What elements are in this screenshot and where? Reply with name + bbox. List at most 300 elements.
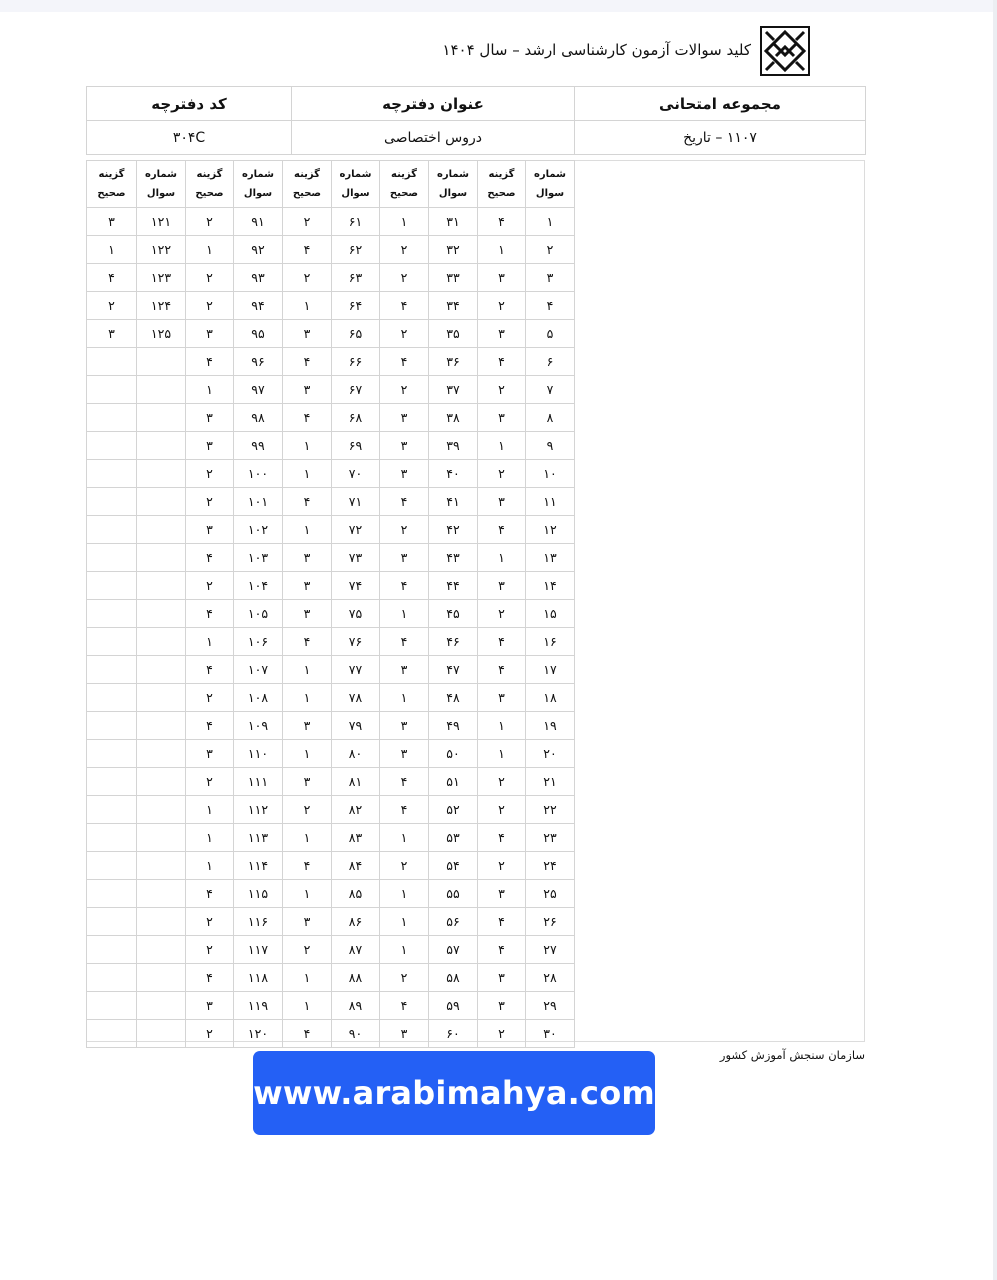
correct-option-cell: ۴: [186, 712, 234, 740]
table-row: [87, 768, 575, 796]
exam-group-value: ۱۱۰۷ – تاریخ: [575, 121, 866, 155]
correct-option-cell: ۲: [380, 852, 429, 880]
correct-option-cell: ۲: [283, 796, 332, 824]
correct-option-cell: ۴: [380, 348, 429, 376]
question-number-cell: ۴۷: [429, 656, 478, 684]
correct-option-cell: ۳: [186, 432, 234, 460]
page-title: کلید سوالات آزمون کارشناسی ارشد – سال ۱۴۰۴: [442, 41, 751, 59]
correct-option-cell: [87, 796, 137, 824]
question-number-cell: ۱۶: [526, 628, 575, 656]
correct-option-cell: [87, 712, 137, 740]
correct-option-cell: ۳: [186, 740, 234, 768]
correct-option-cell: ۳: [186, 516, 234, 544]
correct-option-cell: ۱: [478, 544, 526, 572]
correct-option-cell: ۱: [283, 824, 332, 852]
correct-option-cell: ۳: [478, 488, 526, 516]
correct-option-cell: ۳: [478, 320, 526, 348]
question-number-cell: ۶۲: [332, 236, 380, 264]
correct-option-cell: ۴: [380, 572, 429, 600]
correct-option-cell: ۱: [380, 824, 429, 852]
correct-option-cell: ۱: [186, 628, 234, 656]
table-row: [87, 908, 575, 936]
table-row: [87, 1020, 575, 1048]
correct-option-header: [478, 161, 526, 208]
correct-option-cell: ۴: [186, 348, 234, 376]
question-number-cell: ۴۴: [429, 572, 478, 600]
header-line: گزینه: [391, 169, 417, 180]
question-number-cell: ۹۸: [234, 404, 283, 432]
correct-option-cell: ۴: [478, 824, 526, 852]
question-number-cell: [137, 600, 186, 628]
correct-option-cell: ۲: [87, 292, 137, 320]
question-number-cell: ۶۵: [332, 320, 380, 348]
question-number-cell: [137, 376, 186, 404]
question-number-cell: ۱۱۰: [234, 740, 283, 768]
question-number-cell: ۱۲۲: [137, 236, 186, 264]
correct-option-cell: ۲: [380, 376, 429, 404]
table-row: [87, 544, 575, 572]
question-number-cell: ۴۰: [429, 460, 478, 488]
correct-option-cell: ۴: [283, 236, 332, 264]
header-line: صحیح: [389, 188, 419, 199]
question-number-cell: ۱۱۱: [234, 768, 283, 796]
question-number-cell: ۹۱: [234, 208, 283, 236]
question-number-cell: ۱۰: [526, 460, 575, 488]
correct-option-cell: ۲: [186, 460, 234, 488]
question-number-cell: ۵۳: [429, 824, 478, 852]
correct-option-cell: ۳: [380, 1020, 429, 1048]
question-number-cell: ۱: [526, 208, 575, 236]
table-row: [87, 656, 575, 684]
header-line: سوال: [341, 188, 370, 199]
question-number-cell: ۶۹: [332, 432, 380, 460]
header-line: شماره: [145, 169, 177, 180]
question-number-cell: ۸۲: [332, 796, 380, 824]
correct-option-cell: ۱: [283, 684, 332, 712]
correct-option-cell: ۲: [478, 292, 526, 320]
question-number-cell: ۳۳: [429, 264, 478, 292]
table-row: [87, 432, 575, 460]
correct-option-cell: ۲: [186, 768, 234, 796]
question-number-cell: ۸۵: [332, 880, 380, 908]
correct-option-cell: ۳: [87, 208, 137, 236]
correct-option-cell: [87, 768, 137, 796]
question-number-cell: ۱۱۳: [234, 824, 283, 852]
question-number-cell: ۱۲۳: [137, 264, 186, 292]
correct-option-cell: [87, 516, 137, 544]
correct-option-cell: ۱: [380, 600, 429, 628]
table-row: [87, 600, 575, 628]
correct-option-cell: [87, 992, 137, 1020]
question-number-cell: ۱۱۹: [234, 992, 283, 1020]
correct-option-cell: [87, 460, 137, 488]
question-number-cell: ۹۷: [234, 376, 283, 404]
header-line: شماره: [242, 169, 274, 180]
question-number-cell: ۷۹: [332, 712, 380, 740]
question-number-cell: ۳۸: [429, 404, 478, 432]
table-row: [87, 236, 575, 264]
question-number-cell: ۱۱۴: [234, 852, 283, 880]
correct-option-cell: ۱: [380, 936, 429, 964]
question-number-cell: [137, 572, 186, 600]
correct-option-cell: ۴: [478, 936, 526, 964]
question-number-cell: ۷۳: [332, 544, 380, 572]
question-number-header: [332, 161, 380, 208]
question-number-cell: ۸: [526, 404, 575, 432]
table-row: [87, 964, 575, 992]
question-number-cell: ۴۵: [429, 600, 478, 628]
table-row: [87, 740, 575, 768]
correct-option-cell: ۴: [283, 488, 332, 516]
question-number-cell: ۱۰۲: [234, 516, 283, 544]
question-number-cell: ۳۰: [526, 1020, 575, 1048]
correct-option-cell: ۴: [283, 628, 332, 656]
question-number-cell: ۲۱: [526, 768, 575, 796]
correct-option-cell: [87, 544, 137, 572]
correct-option-cell: ۴: [186, 656, 234, 684]
question-number-header: [137, 161, 186, 208]
correct-option-cell: [87, 880, 137, 908]
question-number-header: [526, 161, 575, 208]
question-number-cell: ۲۰: [526, 740, 575, 768]
correct-option-cell: ۲: [478, 852, 526, 880]
correct-option-cell: ۱: [283, 740, 332, 768]
question-number-cell: ۵۲: [429, 796, 478, 824]
website-banner-link[interactable]: www.arabimahya.com: [253, 1051, 655, 1135]
question-number-cell: ۸۶: [332, 908, 380, 936]
question-number-cell: ۱۱۲: [234, 796, 283, 824]
booklet-info-table: [86, 86, 866, 155]
question-number-cell: ۷۴: [332, 572, 380, 600]
correct-option-cell: ۳: [478, 264, 526, 292]
question-number-cell: [137, 544, 186, 572]
question-number-cell: ۷: [526, 376, 575, 404]
question-number-cell: ۱۰۰: [234, 460, 283, 488]
question-number-cell: ۴۳: [429, 544, 478, 572]
header-line: صحیح: [487, 188, 516, 199]
correct-option-cell: ۲: [283, 208, 332, 236]
correct-option-cell: ۲: [380, 264, 429, 292]
correct-option-cell: ۲: [380, 964, 429, 992]
correct-option-cell: ۴: [478, 208, 526, 236]
question-number-cell: [137, 796, 186, 824]
question-number-cell: ۱۵: [526, 600, 575, 628]
question-number-cell: ۱۲۴: [137, 292, 186, 320]
correct-option-cell: ۲: [186, 572, 234, 600]
correct-option-cell: ۱: [478, 740, 526, 768]
question-number-cell: ۴۸: [429, 684, 478, 712]
table-row: [87, 936, 575, 964]
question-number-cell: ۳۶: [429, 348, 478, 376]
question-number-cell: ۳۱: [429, 208, 478, 236]
question-number-cell: ۸۰: [332, 740, 380, 768]
question-number-cell: ۸۷: [332, 936, 380, 964]
correct-option-cell: [87, 572, 137, 600]
correct-option-cell: ۴: [283, 1020, 332, 1048]
table-row: [87, 348, 575, 376]
question-number-cell: ۶: [526, 348, 575, 376]
correct-option-cell: ۳: [380, 404, 429, 432]
correct-option-cell: ۳: [478, 992, 526, 1020]
question-number-cell: ۱۹: [526, 712, 575, 740]
correct-option-cell: ۳: [478, 684, 526, 712]
header-line: صحیح: [97, 188, 126, 199]
correct-option-cell: ۲: [186, 208, 234, 236]
correct-option-cell: ۳: [478, 964, 526, 992]
organization-name: سازمان سنجش آموزش کشور: [719, 1048, 865, 1062]
question-number-cell: [137, 516, 186, 544]
correct-option-cell: ۳: [283, 712, 332, 740]
question-number-cell: [137, 824, 186, 852]
right-edge-band: [993, 0, 997, 1280]
question-number-cell: ۱۱۶: [234, 908, 283, 936]
question-number-cell: ۲: [526, 236, 575, 264]
correct-option-cell: ۴: [478, 348, 526, 376]
correct-option-cell: ۲: [478, 796, 526, 824]
correct-option-cell: [87, 1020, 137, 1048]
answer-rows: [87, 208, 575, 1048]
question-number-cell: ۱۰۷: [234, 656, 283, 684]
header-line: شماره: [534, 169, 566, 180]
question-number-cell: [137, 936, 186, 964]
correct-option-cell: [87, 740, 137, 768]
correct-option-cell: ۲: [186, 908, 234, 936]
table-row: [87, 628, 575, 656]
correct-option-header: [186, 161, 234, 208]
question-number-cell: ۸۹: [332, 992, 380, 1020]
correct-option-cell: ۴: [478, 908, 526, 936]
question-number-cell: ۴۱: [429, 488, 478, 516]
correct-option-cell: ۲: [380, 320, 429, 348]
question-number-cell: ۸۴: [332, 852, 380, 880]
correct-option-cell: ۱: [283, 880, 332, 908]
question-number-cell: ۳۹: [429, 432, 478, 460]
question-number-cell: [137, 404, 186, 432]
question-number-cell: [137, 908, 186, 936]
correct-option-cell: ۲: [380, 516, 429, 544]
question-number-cell: ۹۹: [234, 432, 283, 460]
correct-option-cell: ۳: [380, 656, 429, 684]
correct-option-cell: [87, 852, 137, 880]
question-number-cell: ۲۲: [526, 796, 575, 824]
header-line: صحیح: [292, 188, 322, 199]
question-number-cell: ۱۰۹: [234, 712, 283, 740]
correct-option-cell: [87, 824, 137, 852]
correct-option-cell: ۲: [283, 936, 332, 964]
info-value-row: [87, 121, 866, 155]
question-number-cell: ۵۱: [429, 768, 478, 796]
question-number-cell: ۱۷: [526, 656, 575, 684]
question-number-cell: ۱۴: [526, 572, 575, 600]
correct-option-cell: ۴: [478, 516, 526, 544]
question-number-cell: [137, 656, 186, 684]
question-number-cell: ۱۲۰: [234, 1020, 283, 1048]
question-number-cell: ۱۲: [526, 516, 575, 544]
question-number-cell: ۷۸: [332, 684, 380, 712]
correct-option-cell: ۱: [283, 992, 332, 1020]
question-number-cell: ۱۲۵: [137, 320, 186, 348]
correct-option-cell: ۱: [478, 712, 526, 740]
question-number-cell: ۱۱: [526, 488, 575, 516]
header-line: سوال: [535, 188, 565, 199]
correct-option-cell: ۴: [186, 880, 234, 908]
table-row: [87, 320, 575, 348]
question-number-cell: ۷۱: [332, 488, 380, 516]
correct-option-cell: [87, 600, 137, 628]
correct-option-cell: ۲: [380, 236, 429, 264]
question-number-cell: ۲۴: [526, 852, 575, 880]
table-row: [87, 264, 575, 292]
correct-option-cell: ۳: [478, 404, 526, 432]
correct-option-cell: ۳: [283, 908, 332, 936]
exam-group-label: مجموعه امتحانی: [575, 87, 866, 121]
correct-option-cell: ۱: [283, 656, 332, 684]
correct-option-cell: ۱: [186, 796, 234, 824]
correct-option-cell: ۲: [283, 264, 332, 292]
correct-option-cell: ۳: [380, 460, 429, 488]
table-row: [87, 796, 575, 824]
header-line: شماره: [339, 169, 372, 180]
question-number-cell: [137, 1020, 186, 1048]
correct-option-cell: ۴: [478, 628, 526, 656]
correct-option-cell: ۱: [283, 964, 332, 992]
correct-option-cell: ۲: [186, 684, 234, 712]
correct-option-cell: ۲: [478, 460, 526, 488]
correct-option-cell: ۴: [380, 488, 429, 516]
question-number-cell: ۵۴: [429, 852, 478, 880]
header-line: صحیح: [195, 188, 224, 199]
booklet-code-value: ۳۰۴C: [87, 121, 292, 155]
correct-option-cell: ۳: [186, 320, 234, 348]
question-number-cell: ۱۰۸: [234, 684, 283, 712]
question-number-cell: ۳: [526, 264, 575, 292]
table-row: [87, 824, 575, 852]
question-number-cell: ۱۲۱: [137, 208, 186, 236]
correct-option-cell: ۴: [283, 404, 332, 432]
question-number-header: [234, 161, 283, 208]
correct-option-cell: ۱: [186, 852, 234, 880]
header-line: سوال: [146, 188, 176, 199]
question-number-cell: ۱۱۵: [234, 880, 283, 908]
question-number-cell: [137, 460, 186, 488]
correct-option-cell: [87, 684, 137, 712]
question-number-cell: [137, 628, 186, 656]
question-number-cell: [137, 880, 186, 908]
question-number-cell: ۱۸: [526, 684, 575, 712]
question-number-cell: [137, 740, 186, 768]
correct-option-cell: ۲: [186, 292, 234, 320]
question-number-cell: ۵۸: [429, 964, 478, 992]
question-number-cell: ۹۶: [234, 348, 283, 376]
question-number-cell: ۵۷: [429, 936, 478, 964]
question-number-cell: [137, 712, 186, 740]
correct-option-cell: ۳: [478, 880, 526, 908]
question-number-cell: ۵۰: [429, 740, 478, 768]
correct-option-cell: ۱: [283, 516, 332, 544]
header-line: گزینه: [294, 169, 320, 180]
correct-option-cell: ۱: [283, 432, 332, 460]
question-number-cell: [137, 992, 186, 1020]
correct-option-cell: ۱: [87, 236, 137, 264]
table-row: [87, 992, 575, 1020]
correct-option-cell: [87, 348, 137, 376]
header-line: گزینه: [98, 169, 125, 180]
correct-option-cell: ۱: [283, 292, 332, 320]
question-number-cell: ۷۶: [332, 628, 380, 656]
question-number-cell: ۱۳: [526, 544, 575, 572]
correct-option-cell: ۲: [186, 1020, 234, 1048]
question-number-cell: [137, 852, 186, 880]
question-number-cell: [137, 768, 186, 796]
correct-option-cell: ۱: [380, 880, 429, 908]
question-number-cell: ۴۲: [429, 516, 478, 544]
correct-option-cell: ۱: [186, 236, 234, 264]
correct-option-cell: [87, 936, 137, 964]
question-number-cell: ۶۳: [332, 264, 380, 292]
correct-option-cell: ۱: [186, 824, 234, 852]
question-number-cell: ۲۳: [526, 824, 575, 852]
correct-option-cell: ۳: [186, 992, 234, 1020]
correct-option-cell: ۴: [380, 992, 429, 1020]
question-number-cell: ۸۱: [332, 768, 380, 796]
correct-option-cell: ۲: [478, 600, 526, 628]
correct-option-cell: ۲: [186, 488, 234, 516]
table-row: [87, 684, 575, 712]
question-number-cell: ۲۵: [526, 880, 575, 908]
question-number-cell: ۸۸: [332, 964, 380, 992]
question-number-cell: ۲۸: [526, 964, 575, 992]
question-number-cell: ۵۶: [429, 908, 478, 936]
sanjesh-logo-icon: [760, 26, 810, 76]
correct-option-cell: ۳: [380, 544, 429, 572]
header-line: سوال: [438, 188, 468, 199]
answer-header-row: [87, 161, 575, 208]
correct-option-cell: ۴: [87, 264, 137, 292]
table-row: [87, 852, 575, 880]
correct-option-cell: ۳: [186, 404, 234, 432]
correct-option-cell: ۳: [380, 712, 429, 740]
question-number-cell: ۹: [526, 432, 575, 460]
correct-option-cell: ۴: [283, 852, 332, 880]
table-row: [87, 572, 575, 600]
correct-option-header: [87, 161, 137, 208]
question-number-cell: ۲۷: [526, 936, 575, 964]
correct-option-cell: ۴: [283, 348, 332, 376]
correct-option-cell: ۳: [380, 740, 429, 768]
table-row: [87, 488, 575, 516]
question-number-cell: ۶۱: [332, 208, 380, 236]
table-row: [87, 404, 575, 432]
question-number-cell: ۳۲: [429, 236, 478, 264]
question-number-cell: ۱۱۷: [234, 936, 283, 964]
correct-option-header: [283, 161, 332, 208]
correct-option-cell: ۱: [478, 432, 526, 460]
question-number-cell: [137, 432, 186, 460]
question-number-cell: ۶۸: [332, 404, 380, 432]
table-row: [87, 208, 575, 236]
question-number-cell: [137, 684, 186, 712]
question-number-cell: [137, 348, 186, 376]
correct-option-cell: ۳: [380, 432, 429, 460]
correct-option-cell: [87, 404, 137, 432]
question-number-cell: ۹۳: [234, 264, 283, 292]
question-number-cell: ۶۷: [332, 376, 380, 404]
correct-option-header: [380, 161, 429, 208]
correct-option-cell: ۱: [478, 236, 526, 264]
table-row: [87, 712, 575, 740]
header-line: گزینه: [196, 169, 223, 180]
correct-option-cell: ۴: [380, 768, 429, 796]
